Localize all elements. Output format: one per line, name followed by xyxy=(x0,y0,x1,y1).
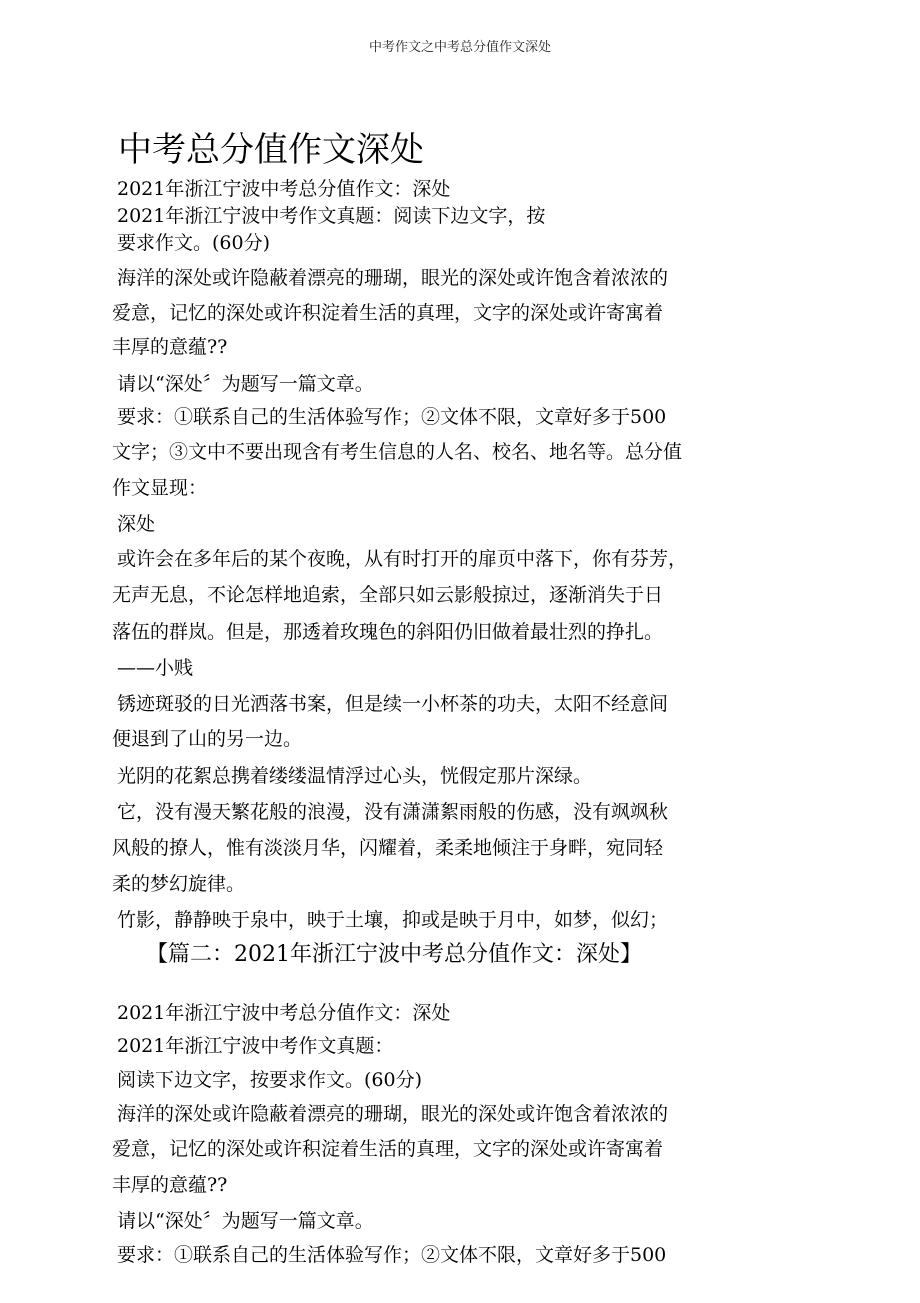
running-header: 中考作文之中考总分值作文深处 xyxy=(368,40,551,55)
text-line: 风般的撩人，惟有淡淡月华，闪耀着，柔柔地倾注于身畔，宛同轻 xyxy=(112,837,664,859)
article-title: 中考总分值作文深处 xyxy=(118,130,424,170)
text-line: 海洋的深处或许隐蔽着漂亮的珊瑚，眼光的深处或许饱含着浓浓的 xyxy=(117,267,669,289)
text-line: 海洋的深处或许隐蔽着漂亮的珊瑚，眼光的深处或许饱含着浓浓的 xyxy=(117,1103,669,1125)
text-line: 落伍的群岚。但是，那透着玫瑰色的斜阳仍旧做着最壮烈的挣扎。 xyxy=(112,621,664,643)
text-line: 深处 xyxy=(117,513,156,535)
text-line: 或许会在多年后的某个夜晚，从有时打开的扉页中落下，你有芬芳， xyxy=(117,548,688,570)
text-line: 2021年浙江宁波中考作文真题： xyxy=(117,1035,394,1057)
text-line: 柔的梦幻旋律。 xyxy=(112,873,246,895)
text-line: 爱意，记忆的深处或许积淀着生活的真理，文字的深处或许寄寓着 xyxy=(112,302,664,324)
text-line: 爱意，记忆的深处或许积淀着生活的真理，文字的深处或许寄寓着 xyxy=(112,1138,664,1160)
text-line: 作文显现： xyxy=(112,477,208,499)
text-line: 它，没有漫天繁花般的浪漫，没有潇潇絮雨般的伤感，没有飒飒秋 xyxy=(117,801,669,823)
text-line: ——小贱 xyxy=(117,657,194,679)
text-line: 丰厚的意蕴?? xyxy=(112,336,228,358)
text-line: 要求作文。(60分) xyxy=(117,232,271,254)
text-line: 阅读下边文字，按要求作文。(60分) xyxy=(117,1069,423,1091)
text-line: 要求：①联系自己的生活体验写作；②文体不限，文章好多于500 xyxy=(117,1244,667,1266)
text-line: 2021年浙江宁波中考总分值作文：深处 xyxy=(117,178,451,200)
text-line: 锈迹斑驳的日光洒落书案，但是续一小杯茶的功夫，太阳不经意间 xyxy=(117,693,669,715)
text-line: 丰厚的意蕴?? xyxy=(112,1174,228,1196)
text-line: 2021年浙江宁波中考作文真题：阅读下边文字，按 xyxy=(117,205,546,227)
text-line: 便退到了山的另一边。 xyxy=(112,728,303,750)
text-line: 请以“深处〞为题写一篇文章。 xyxy=(117,373,374,395)
text-line: 光阴的花絮总携着缕缕温情浮过心头，恍假定那片深绿。 xyxy=(117,765,593,787)
section-title: 【篇二：2021年浙江宁波中考总分值作文：深处】 xyxy=(146,942,642,967)
text-line: 竹影，静静映于泉中，映于土壤，抑或是映于月中，如梦，似幻； xyxy=(117,909,669,931)
text-line: 文字；③文中不要出现含有考生信息的人名、校名、地名等。总分值 xyxy=(112,441,683,463)
text-line: 2021年浙江宁波中考总分值作文：深处 xyxy=(117,1002,451,1024)
text-line: 要求：①联系自己的生活体验写作；②文体不限，文章好多于500 xyxy=(117,406,667,428)
text-line: 无声无息，不论怎样地追索，全部只如云影般掠过，逐渐消失于日 xyxy=(112,584,664,606)
text-line: 请以“深处〞为题写一篇文章。 xyxy=(117,1210,374,1232)
